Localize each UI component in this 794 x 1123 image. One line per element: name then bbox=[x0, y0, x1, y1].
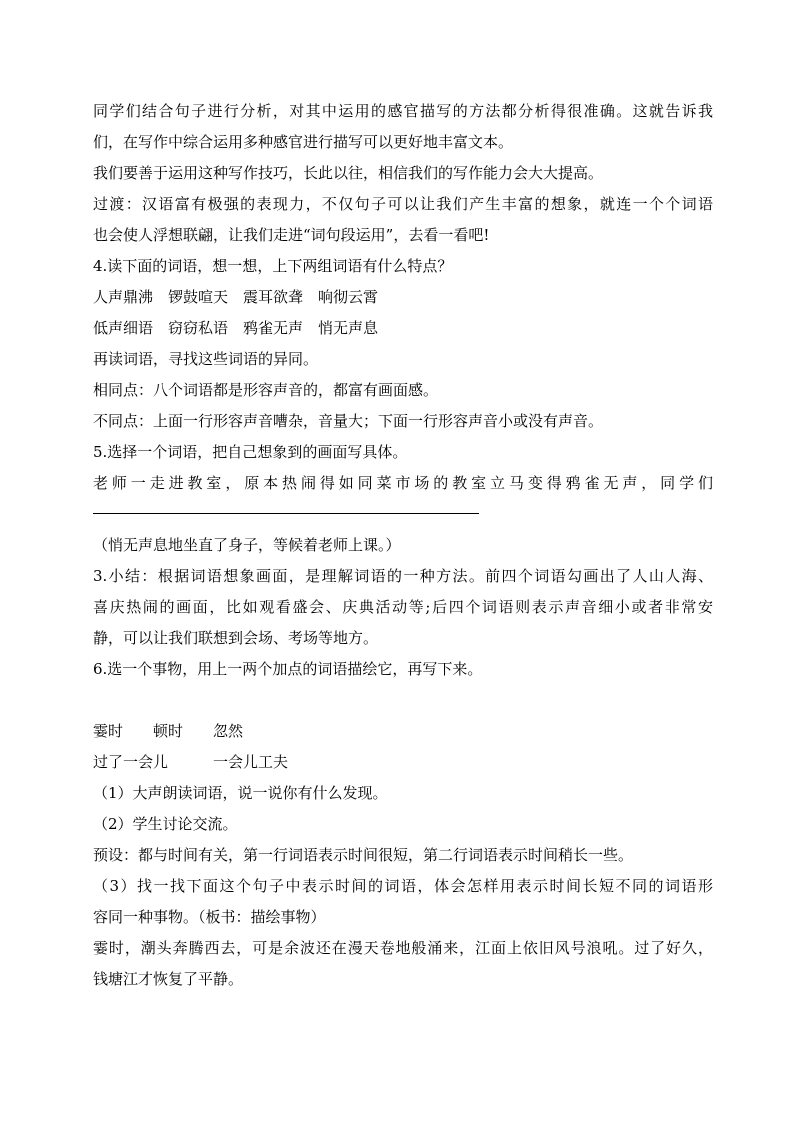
word-group-long-time: 过了一会儿 一会儿工夫 bbox=[93, 753, 289, 771]
paragraph-line: 相同点：八个词语都是形容声音的，都富有画面感。 bbox=[93, 381, 439, 399]
spacer bbox=[93, 685, 713, 716]
word-group-short-time: 霎时 顿时 忽然 bbox=[93, 722, 244, 740]
paragraph-line: 3.小结：根据词语想象画面，是理解词语的一种方法。前四个词语勾画出了人山人海、 bbox=[93, 567, 713, 585]
paragraph-line: 老师一走进教室，原本热闹得如同菜市场的教室立马变得鸦雀无声，同学们 bbox=[93, 474, 713, 492]
paragraph-line: 喜庆热闹的画面，比如观看盛会、庆典活动等;后四个词语则表示声音细小或者非常安 bbox=[93, 598, 713, 616]
paragraph-line: 过渡：汉语富有极强的表现力，不仅句子可以让我们产生丰富的想象，就连一个个词语 bbox=[93, 195, 713, 213]
paragraph-line: 也会使人浮想联翩，让我们走进“词句段运用”，去看一看吧! bbox=[93, 226, 490, 244]
paragraph-line: 同学们结合句子进行分析，对其中运用的感官描写的方法都分析得很准确。这就告诉我 bbox=[93, 102, 713, 120]
blank-underline bbox=[93, 513, 479, 514]
paragraph-line: （悄无声息地坐直了身子，等候着老师上课。） bbox=[93, 536, 401, 554]
question-heading: 5.选择一个词语，把自己想象到的画面写具体。 bbox=[93, 443, 408, 461]
word-group-loud: 人声鼎沸 锣鼓喧天 震耳欲聋 响彻云霄 bbox=[93, 288, 379, 306]
question-heading: 4.读下面的词语，想一想，上下两组词语有什么特点？ bbox=[93, 257, 453, 275]
fill-in-blank bbox=[93, 499, 713, 530]
word-group-quiet: 低声细语 窃窃私语 鸦雀无声 悄无声息 bbox=[93, 319, 379, 337]
document-body bbox=[93, 96, 713, 995]
paragraph-line: 容同一种事物。（板书：描绘事物） bbox=[93, 908, 326, 926]
paragraph-line: 不同点：上面一行形容声音嘈杂，音量大；下面一行形容声音小或没有声音。 bbox=[93, 412, 604, 430]
paragraph-line: （2）学生讨论交流。 bbox=[93, 815, 238, 833]
paragraph-line: （3）找一找下面这个句子中表示时间的词语，体会怎样用表示时间长短不同的词语形 bbox=[93, 877, 713, 895]
paragraph-line: （1）大声朗读词语，说一说你有什么发现。 bbox=[93, 784, 388, 802]
paragraph-line: 我们要善于运用这种写作技巧，长此以往，相信我们的写作能力会大大提高。 bbox=[93, 164, 604, 182]
question-heading: 6.选一个事物，用上一两个加点的词语描绘它，再写下来。 bbox=[93, 660, 483, 678]
paragraph-line: 钱塘江才恢复了平静。 bbox=[93, 970, 244, 988]
paragraph-line: 再读词语，寻找这些词语的异同。 bbox=[93, 350, 319, 368]
paragraph-line: 静，可以让我们联想到会场、考场等地方。 bbox=[93, 629, 379, 647]
paragraph-line: 预设：都与时间有关，第一行词语表示时间很短，第二行词语表示时间稍长一些。 bbox=[93, 846, 634, 864]
paragraph-line: 们，在写作中综合运用多种感官进行描写可以更好地丰富文本。 bbox=[93, 133, 514, 151]
paragraph-line: 霎时，潮头奔腾西去，可是余波还在漫天卷地般涌来，江面上依旧风号浪吼。过了好久， bbox=[93, 939, 713, 957]
